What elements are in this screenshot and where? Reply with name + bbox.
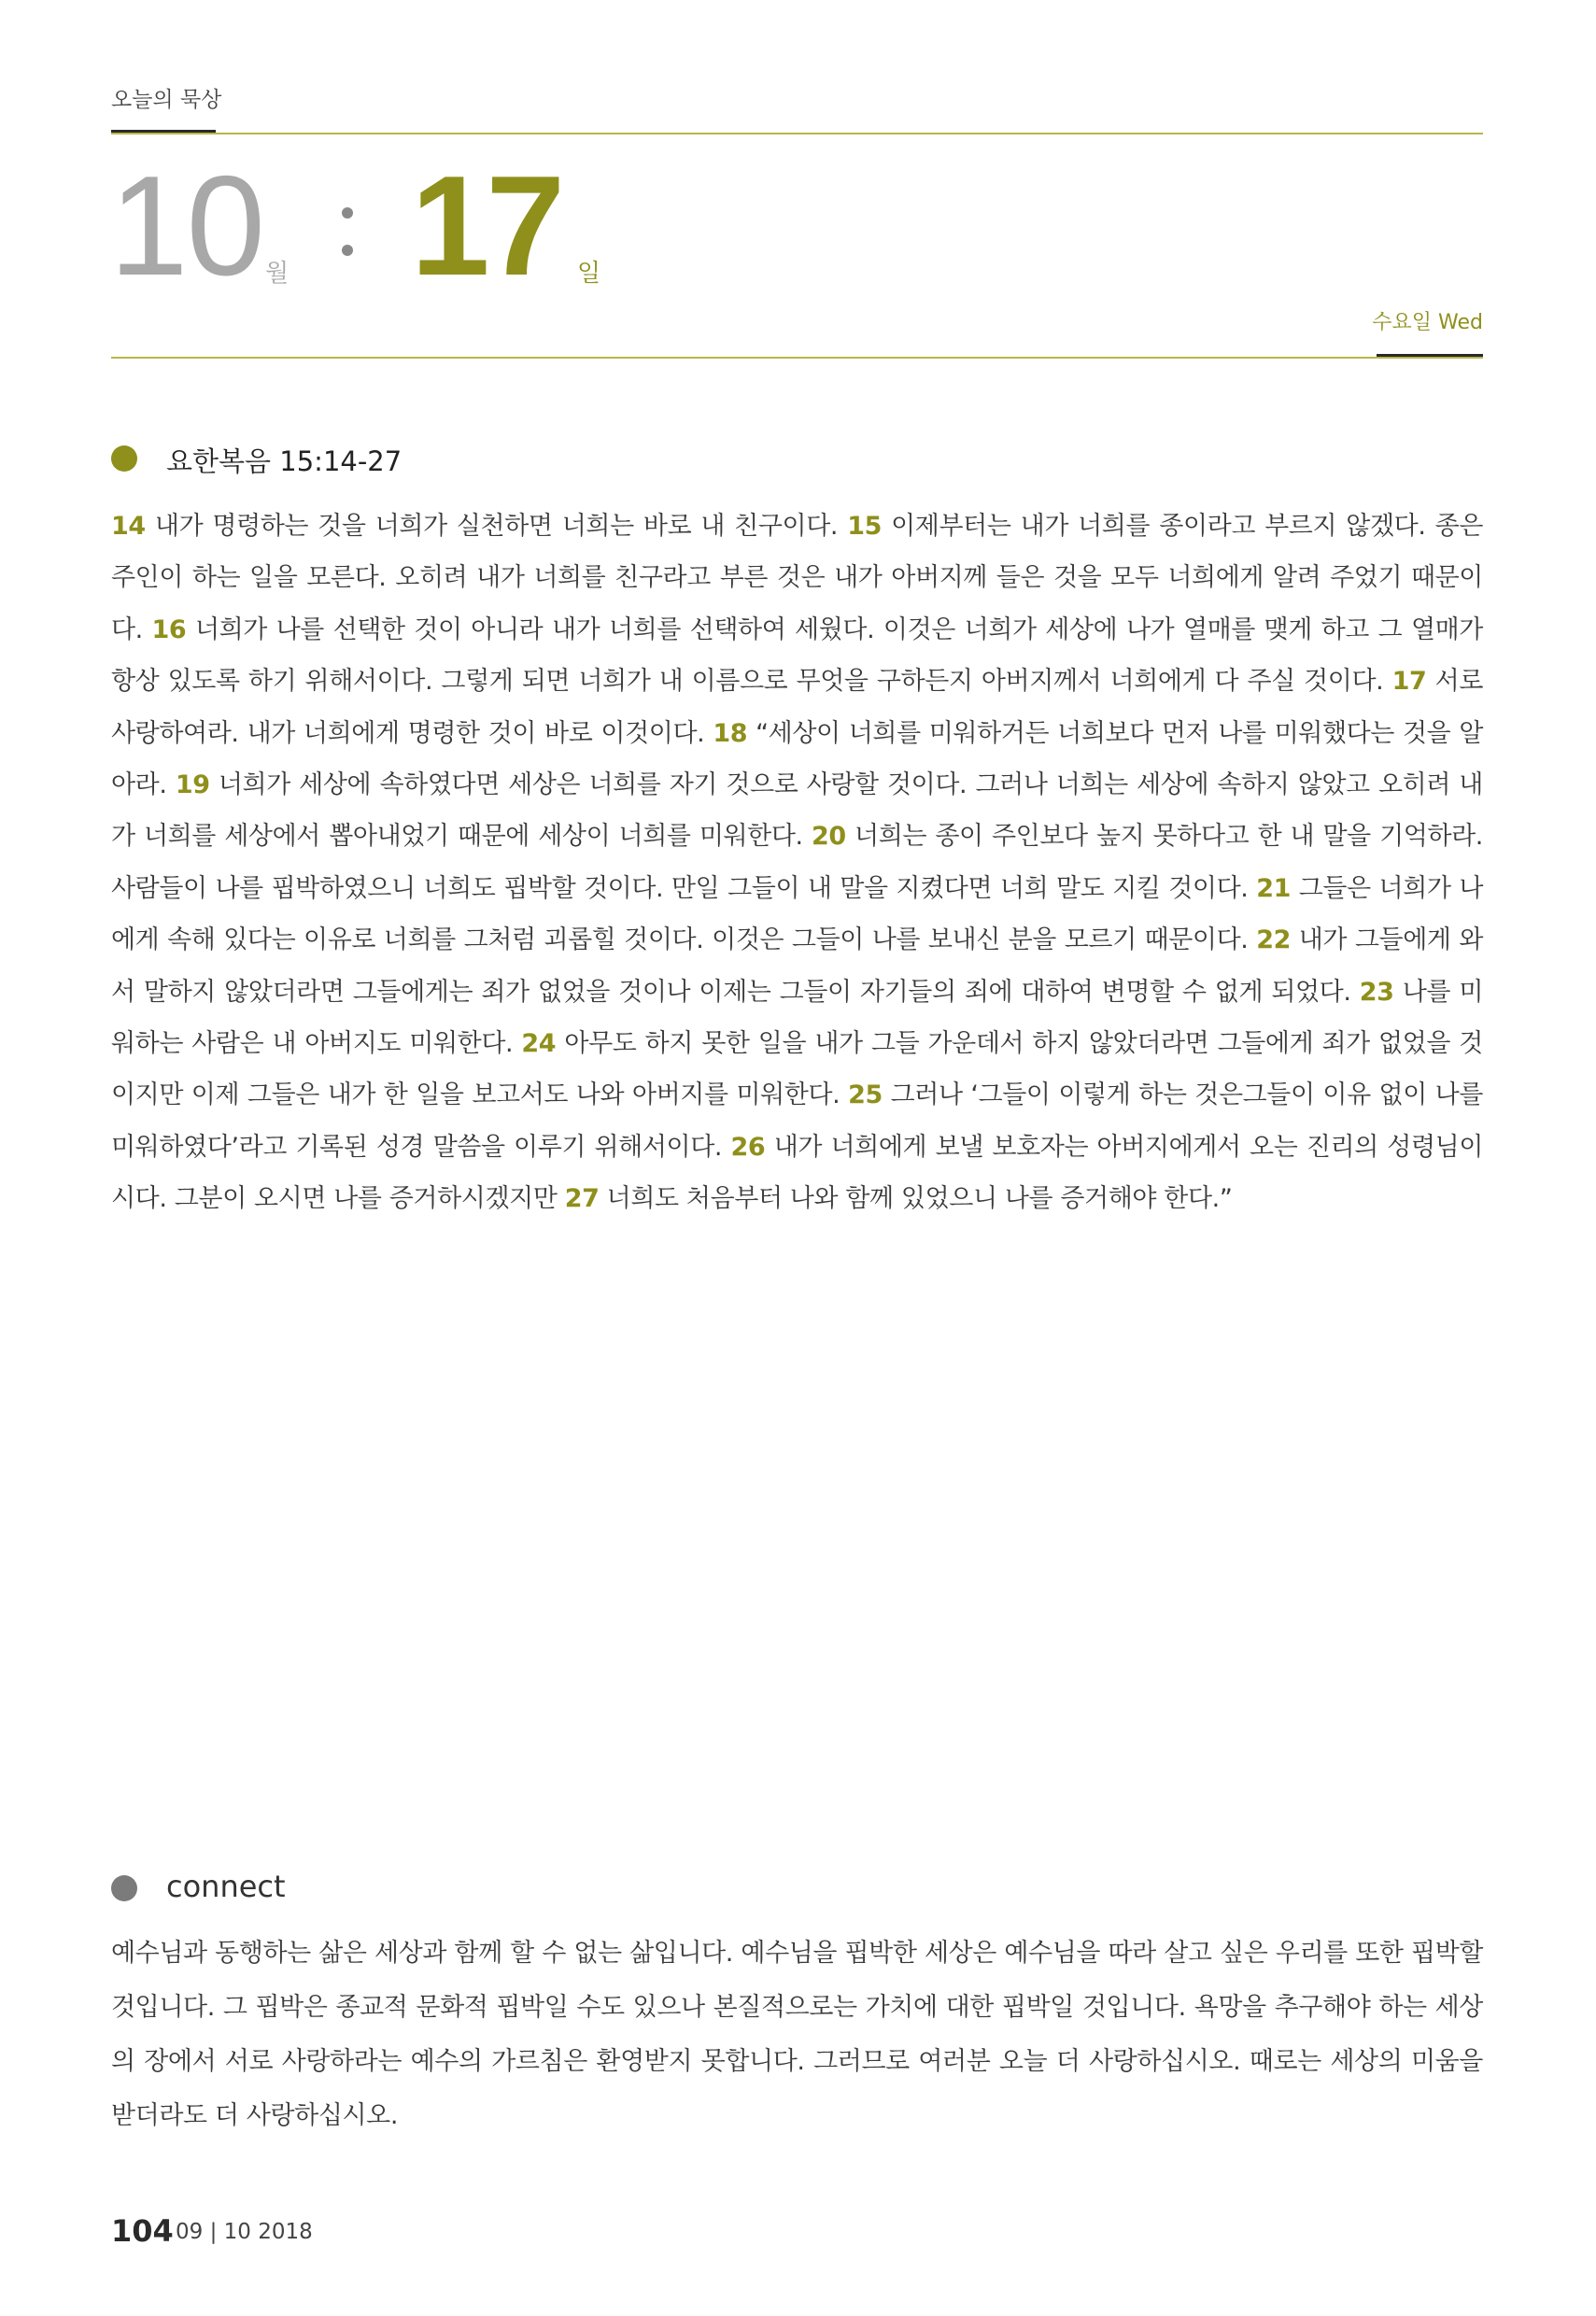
verse-number: 23 [1359, 977, 1394, 1007]
weekday-label: 수요일 Wed [1372, 311, 1483, 334]
verse-text: 너희가 세상에 속하였다면 세상은 너희를 자기 것으로 사랑할 것이다. 그러나 너희는 세상에 속하지 않았고 오히려 내가 너희를 세상에서 뽑아내었기 때문에 세상이 너희를 미워한다. [111, 770, 1483, 852]
verse-number: 27 [564, 1184, 600, 1214]
passage-reference: 요한복음 15:14-27 [166, 445, 403, 477]
connect-heading: connect [166, 1869, 286, 1904]
passage-bullet-icon [111, 445, 137, 472]
verse-text: 내가 너희에게 보낼 보호자는 아버지에게서 오는 진리의 성령님이시다. 그분이 오시면 나를 증거하시겠지만 [111, 1132, 1484, 1214]
verse [111, 615, 1483, 696]
month-number: 10 [109, 147, 264, 305]
day-unit: 일 [577, 260, 601, 288]
header-rule [111, 133, 1483, 134]
verse-text: 아무도 하지 못한 일을 내가 그들 가운데서 하지 않았더라면 그들에게 죄가 없었을 것이지만 이제 그들은 내가 한 일을 보고서도 나와 아버지를 미워한다. [111, 1029, 1483, 1110]
verse [565, 1184, 1233, 1213]
date-separator-dot-bottom [342, 245, 353, 256]
verse-number: 22 [1256, 925, 1291, 955]
verse-text: 너희도 처음부터 나와 함께 있었으니 나를 증거해야 한다.” [606, 1184, 1233, 1214]
verse-text: 서로 사랑하여라. 내가 너희에게 명령한 것이 바로 이것이다. [111, 667, 1484, 748]
verse-text: 내가 그들에게 와서 말하지 않았더라면 그들에게는 죄가 없었을 것이나 이제는 그들이 자기들의 죄에 대하여 변명할 수 없게 되었다. [111, 925, 1483, 1007]
verse-number: 21 [1256, 873, 1291, 903]
date-separator-dot-top [342, 207, 353, 219]
verse-text: 그러나 ‘그들이 이렇게 하는 것은그들이 이유 없이 나를 미워하였다’라고 기록된 성경 말씀을 이루기 위해서이다. [111, 1080, 1483, 1162]
verse-number: 17 [1391, 667, 1427, 697]
verse-text: 내가 명령하는 것을 너희가 실천하면 너희는 바로 내 친구이다. [154, 512, 839, 541]
verse-number: 18 [713, 718, 748, 748]
month-unit: 월 [265, 260, 290, 288]
section-label: 오늘의 묵상 [111, 88, 222, 112]
verse-number: 14 [111, 512, 146, 541]
day-number: 17 [411, 147, 562, 305]
page-number: 104 [111, 2213, 174, 2249]
weekday-rule [111, 357, 1483, 359]
verse-text: 너희가 나를 선택한 것이 아니라 내가 너희를 선택하여 세웠다. 이것은 너희가 세상에 나가 열매를 맺게 하고 그 열매가 항상 있도록 하기 위해서이다. 그렇게 되면 너희가 내 이름으로 무엇을 구하든지 아버지께서 너희에게 다 주실 것이다. [111, 614, 1483, 697]
scripture-text [111, 501, 1483, 1225]
verse-number: 24 [521, 1029, 557, 1059]
verse-number: 25 [848, 1080, 883, 1110]
verse-number: 20 [812, 822, 846, 852]
verse-number: 19 [175, 770, 210, 800]
verse-number: 15 [847, 512, 882, 541]
verse-text: 이제부터는 내가 너희를 종이라고 부르지 않겠다. 종은 주인이 하는 일을 모른다. 오히려 내가 너희를 친구라고 부른 것은 내가 아버지께 들은 것을 모두 너희에게 알려 주었기 때문이다. [111, 512, 1483, 644]
verse-text: 너희는 종이 주인보다 높지 못하다고 한 내 말을 기억하라. 사람들이 나를 핍박하였으니 너희도 핍박할 것이다. 만일 그들이 내 말을 지켰다면 너희 말도 지킬 것이다. [111, 822, 1483, 903]
verse-number: 16 [151, 614, 187, 644]
verse-number: 26 [730, 1132, 766, 1162]
verse-text: 그들은 너희가 나에게 속해 있다는 이유로 너희를 그처럼 괴롭힐 것이다. 이것은 그들이 나를 보내신 분을 모르기 때문이다. [111, 873, 1484, 955]
connect-body: 예수님과 동행하는 삶은 세상과 함께 할 수 없는 삶입니다. 예수님을 핍박한 세상은 예수님을 따라 살고 싶은 우리를 또한 핍박할 것입니다. 그 핍박은 종교적 문화적 핍박일 수도 있으나 본질적으로는 가치에 대한 핍박일 것입니다. 욕망을 추구해야 하는 세상의 장에서 서로 사랑하라는 예수의 가르침은 환영받지 못합니다. 그러므로 여러분 오늘 더 사랑하십시오. 때로는 세상의 미움을 받더라도 더 사랑하십시오. [111, 1939, 1483, 2130]
connect-bullet-icon [111, 1875, 137, 1901]
verse [111, 512, 838, 541]
issue-label: 09 | 10 2018 [176, 2220, 313, 2244]
verse-text: “세상이 너희를 미워하거든 너희보다 먼저 나를 미워했다는 것을 알아라. [111, 718, 1484, 800]
verse-text: 나를 미워하는 사람은 내 아버지도 미워한다. [111, 977, 1483, 1059]
